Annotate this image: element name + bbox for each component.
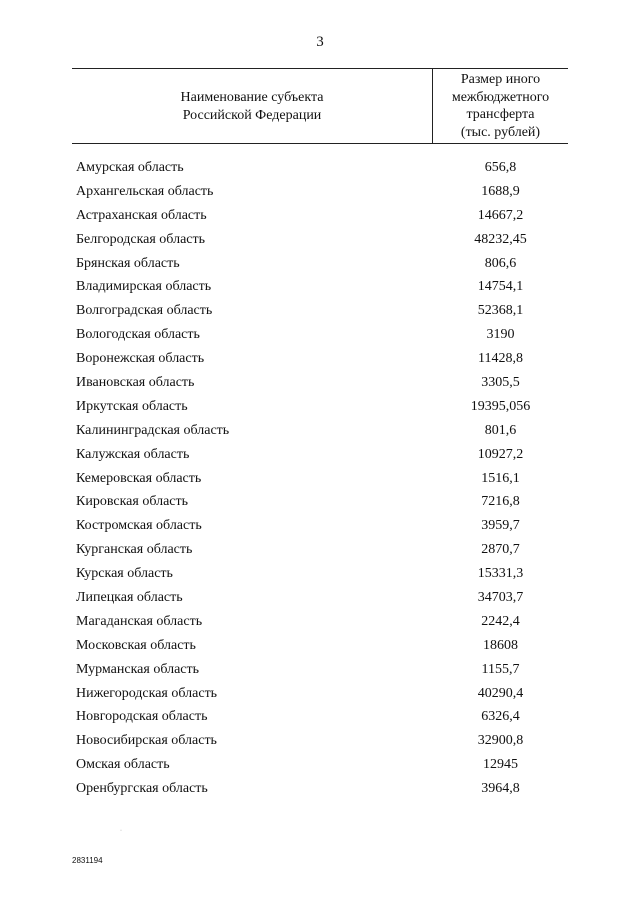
table-row [72,538,568,562]
table-row [72,729,568,753]
table-row [72,705,568,729]
transfer-value: 3305,5 [481,375,520,391]
header-amount-line: Размер иного [460,72,541,87]
region-name: Вологодская область [76,327,200,343]
transfer-value: 15331,3 [477,566,524,582]
transfer-value: 2242,4 [481,613,520,629]
transfer-value: 34703,7 [477,590,524,606]
header-amount-line: межбюджетного [451,89,550,105]
transfer-value: 656,8 [484,160,517,175]
transfer-value: 2870,7 [481,542,520,558]
region-name: Новгородская область [76,709,208,725]
table-row [72,443,568,467]
header-region-line: Российской Федерации [182,108,322,123]
transfer-value: 1155,7 [481,661,520,677]
table-row [72,180,568,204]
transfer-value: 6326,4 [481,709,520,725]
transfer-value: 32900,8 [477,733,524,749]
region-name: Новосибирская область [76,733,217,749]
transfer-value: 801,6 [484,422,517,438]
header-amount-line: (тыс. рублей) [460,124,541,140]
transfer-value: 14667,2 [477,207,524,223]
table-row [72,323,568,347]
transfer-value: 806,6 [484,255,517,271]
page-number: 3 [316,34,324,50]
table-row [72,156,568,180]
table-row [72,275,568,299]
table-row [72,252,568,276]
transfer-table [72,68,568,797]
table-row [72,490,568,514]
transfer-value: 19395,056 [470,398,531,414]
table-row [72,634,568,658]
transfer-value: 7216,8 [481,494,520,510]
region-name: Калининградская область [76,422,230,438]
region-name: Архангельская область [76,183,214,199]
region-name: Магаданская область [76,613,203,629]
transfer-value: 40290,4 [477,685,524,701]
transfer-value: 48232,45 [474,231,527,247]
header-region-name [72,89,432,125]
region-name: Иркутская область [76,398,188,414]
table-header [72,68,568,144]
table-row [72,682,568,706]
transfer-value: 10927,2 [477,446,524,462]
table-row [72,395,568,419]
transfer-value: 12945 [483,757,518,773]
table-row [72,371,568,395]
region-name: Калужская область [76,446,190,462]
region-name: Кировская область [76,494,189,510]
region-name: Амурская область [76,160,184,175]
table-row [72,514,568,538]
region-name: Курская область [76,566,173,582]
transfer-value: 1516,1 [481,470,520,486]
header-amount-line: трансферта [466,107,535,122]
region-name: Астраханская область [76,207,207,223]
header-transfer-amount [433,71,568,141]
table-row [72,658,568,682]
table-row [72,777,568,801]
region-name: Мурманская область [76,661,200,677]
region-name: Курганская область [76,542,193,558]
table-row [72,228,568,252]
region-name: Омская область [76,757,170,773]
table-row [72,467,568,491]
table-row [72,204,568,228]
region-name: Нижегородская область [76,685,218,701]
scan-mark: · [120,828,122,834]
region-name: Владимирская область [76,279,212,295]
table-body [72,156,568,801]
transfer-value: 3964,8 [481,781,520,797]
document-code: 2831194 [72,856,103,865]
transfer-value: 3959,7 [481,518,520,534]
region-name: Воронежская область [76,351,205,367]
transfer-value: 18608 [483,637,518,653]
table-row [72,586,568,610]
transfer-value: 3190 [486,327,515,343]
table-row [72,347,568,371]
region-name: Липецкая область [76,590,183,606]
region-name: Кемеровская область [76,470,202,486]
region-name: Ивановская область [76,375,195,391]
table-row [72,753,568,777]
table-row [72,299,568,323]
region-name: Московская область [76,637,196,653]
region-name: Брянская область [76,255,180,271]
region-name: Белгородская область [76,231,206,247]
header-region-line: Наименование субъекта [180,90,324,105]
region-name: Волгоградская область [76,303,213,319]
region-name: Костромская область [76,518,202,534]
table-row [72,419,568,443]
transfer-value: 1688,9 [481,183,520,199]
transfer-value: 52368,1 [477,303,524,319]
transfer-value: 14754,1 [477,279,524,295]
table-row [72,562,568,586]
region-name: Оренбургская область [76,781,208,797]
transfer-value: 11428,8 [478,351,523,367]
table-row [72,610,568,634]
